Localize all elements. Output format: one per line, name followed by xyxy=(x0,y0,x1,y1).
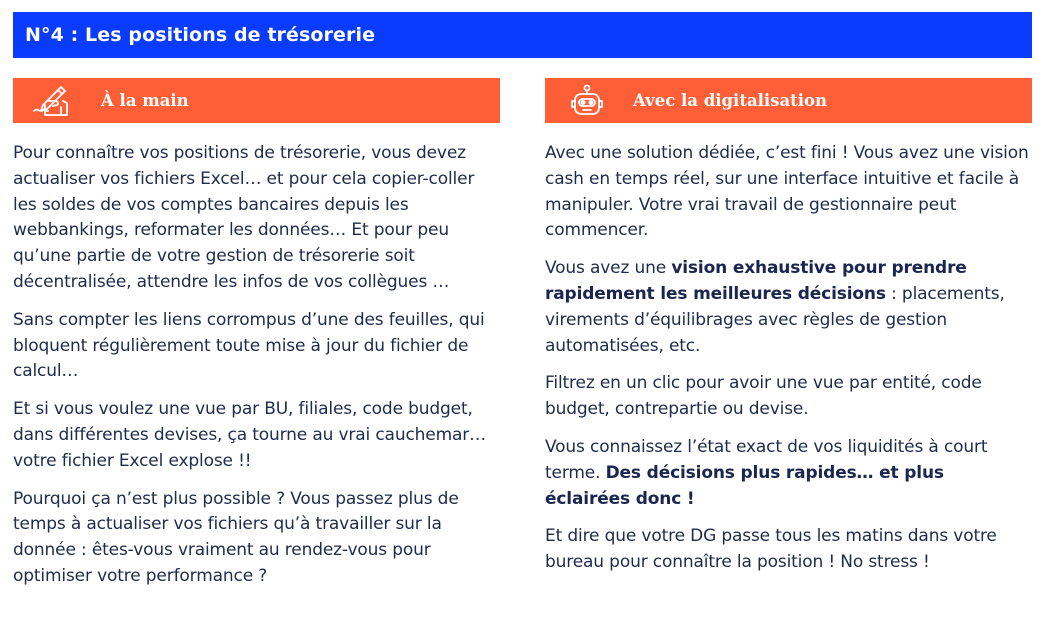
manual-header-label: À la main xyxy=(101,91,189,110)
manual-paragraph-4: Pourquoi ça n’est plus possible ? Vous passez plus de temps à actualiser vos fichiers qu’à travailler sur la donnée : êtes-vous vraiment au rendez-vous pour optimiser votre performance ? xyxy=(13,488,459,586)
digital-column xyxy=(545,78,1032,588)
manual-paragraph-3: Et si vous voulez une vue par BU, filiales, code budget, dans différentes devises, ça tourne au vrai cauchemar… votre fichier Excel explose !! xyxy=(13,399,486,471)
digital-paragraph-2 xyxy=(545,256,1032,359)
digital-paragraph-3: Filtrez en un clic pour avoir une vue par entité, code budget, contrepartie ou devise. xyxy=(545,373,982,420)
manual-body xyxy=(13,141,503,590)
digital-paragraph-4-bold: Des décisions plus rapides… et plus éclairées donc ! xyxy=(545,462,944,509)
digital-paragraph-5: Et dire que votre DG passe tous les matins dans votre bureau pour connaître la position ! No stress ! xyxy=(545,526,997,573)
robot-icon xyxy=(567,85,607,117)
digital-paragraph-2-end: : placements, virements d’équilibrages avec règles de gestion automatisées, etc. xyxy=(545,283,1005,356)
digital-paragraph-1: Avec une solution dédiée, c’est fini ! Vous avez une vision cash en temps réel, sur une interface intuitive et facile à manipuler. Votre vrai travail de gestionnaire peut commencer. xyxy=(545,143,1029,241)
digital-paragraph-2-start: Vous avez une xyxy=(545,258,672,279)
manual-paragraph-1: Pour connaître vos positions de trésorerie, vous devez actualiser vos fichiers Excel… et pour cela copier-coller les soldes de vos comptes bancaires depuis les webbankings, reformater les données… Et pour peu qu’une partie de votre gestion de trésorerie soit décentralisée, attendre les infos de vos collègues … xyxy=(13,143,475,292)
digital-paragraph-2-bold: vision exhaustive pour prendre rapidement les meilleures décisions xyxy=(545,258,967,304)
digital-paragraph-4 xyxy=(545,435,1032,512)
digital-header-label: Avec la digitalisation xyxy=(633,91,828,110)
manual-paragraph-2: Sans compter les liens corrompus d’une des feuilles, qui bloquent régulièrement toute mise à jour du fichier de calcul… xyxy=(13,309,485,382)
page-title: N°4 : Les positions de trésorerie xyxy=(25,24,376,46)
digital-paragraph-4-start: Vous connaissez l’état exact de vos liquidités à court terme. xyxy=(545,436,988,483)
manual-header xyxy=(13,78,500,123)
hand-writing-icon xyxy=(31,85,71,117)
manual-column xyxy=(13,78,500,602)
title-bar xyxy=(13,12,1032,58)
digital-header xyxy=(545,78,1032,123)
digital-body xyxy=(545,141,1032,576)
